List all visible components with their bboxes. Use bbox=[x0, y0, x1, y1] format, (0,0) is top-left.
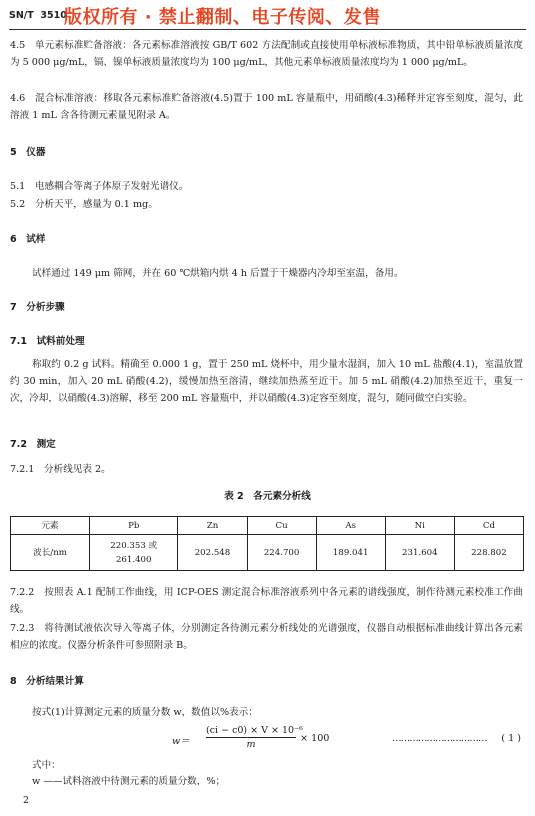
pb-wavelength-line1: 220.353 或 bbox=[110, 540, 158, 551]
section-5-heading: 5 仪器 bbox=[10, 147, 46, 158]
table-header-cell: Ni bbox=[385, 517, 454, 535]
table-cell: 224.700 bbox=[247, 535, 316, 571]
analysis-lines-table bbox=[10, 516, 524, 571]
table-cell: 228.802 bbox=[454, 535, 523, 571]
table-cell: 202.548 bbox=[178, 535, 247, 571]
para-5-2: 5.2 分析天平，感量为 0.1 mg。 bbox=[10, 199, 158, 210]
table-row-label: 波长/nm bbox=[11, 535, 90, 571]
section-7-heading: 7 分析步骤 bbox=[10, 302, 65, 313]
header-rule bbox=[9, 29, 526, 30]
formula-numerator: (ci − c0) × V × 10⁻⁶ bbox=[206, 725, 303, 736]
formula-leader-dots: …………………………… bbox=[392, 733, 487, 744]
table-header-cell: Zn bbox=[178, 517, 247, 535]
formula-1 bbox=[10, 725, 525, 757]
formula-denominator: m bbox=[246, 739, 256, 750]
pb-wavelength-line2: 261.400 bbox=[115, 554, 152, 565]
standard-code: SN/T 3510 bbox=[9, 10, 67, 21]
table-cell: 189.041 bbox=[316, 535, 385, 571]
para-4-5: 4.5 单元素标准贮备溶液：各元素标准溶液按 GB/T 602 方法配制或直接使用单标液标准物质，其中铅单标液质量浓度为 5 000 μg/mL，镉、镍单标液质量浓度均为 100 μg/mL，其他元素单标液质量浓度均为 1 000 μg/mL。 bbox=[10, 40, 523, 68]
para-4-6: 4.6 混合标准溶液：移取各元素标准贮备溶液(4.5)置于 100 mL 容量瓶中，用硝酸(4.3)稀释并定容至刻度，混匀，此溶液 1 mL 含各待测元素量见附录 A。 bbox=[10, 93, 523, 121]
section-8-heading: 8 分析结果计算 bbox=[10, 676, 84, 687]
formula-multiplier: × 100 bbox=[300, 733, 330, 744]
para-5-1: 5.1 电感耦合等离子体原子发射光谱仪。 bbox=[10, 181, 189, 192]
table-header-cell: Cu bbox=[247, 517, 316, 535]
table-header-row bbox=[11, 517, 524, 535]
page-number: 2 bbox=[23, 795, 30, 806]
table-header-cell: As bbox=[316, 517, 385, 535]
table-cell bbox=[90, 535, 178, 571]
section-6-heading: 6 试样 bbox=[10, 234, 46, 245]
formula-lhs: w＝ bbox=[172, 736, 190, 747]
para-7-2-3: 7.2.3 将待测试液依次导入等离子体，分别测定各待测元素分析线处的光谱强度，仪器自动根据标准曲线计算出各元素相应的浓度。仪器分析条件可参照附录 B。 bbox=[10, 623, 523, 651]
table-header-cell: Pb bbox=[90, 517, 178, 535]
table-row bbox=[11, 535, 524, 571]
para-7-2-2: 7.2.2 按照表 A.1 配制工作曲线，用 ICP-OES 测定混合标准溶液系列中各元素的谱线强度，制作待测元素校准工作曲线。 bbox=[10, 587, 523, 615]
para-6: 试样通过 149 μm 筛网，并在 60 ℃烘箱内烘 4 h 后置于干燥器内冷却至室温，备用。 bbox=[32, 268, 404, 279]
para-7-1: 称取约 0.2 g 试料。精确至 0.000 1 g，置于 250 mL 烧杯中，用少量水湿润，加入 10 mL 盐酸(4.1)，室温放置约 30 min，加入 20 mL 硝酸(4.2)，缓慢加热至溶清，继续加热蒸至近干。加 5 mL 硝酸(4.2)加热至近干，重复一次，冷却，以硝酸(4.3)溶解，移至 200 mL 容量瓶中，并以硝酸(4.3)定容至刻度，混匀，随同做空白实验。 bbox=[10, 359, 523, 404]
table-header-cell: Cd bbox=[454, 517, 523, 535]
section-7-2-heading: 7.2 测定 bbox=[10, 439, 56, 450]
section-7-1-heading: 7.1 试料前处理 bbox=[10, 336, 85, 347]
table-caption: 表 2 各元素分析线 bbox=[224, 491, 311, 502]
copyright-watermark: 版权所有 · 禁止翻制、电子传阅、发售 bbox=[64, 7, 381, 28]
para-7-2-1: 7.2.1 分析线见表 2。 bbox=[10, 464, 111, 475]
table-cell: 231.604 bbox=[385, 535, 454, 571]
formula-number: ( 1 ) bbox=[501, 733, 521, 744]
formula-fraction bbox=[206, 725, 303, 750]
where-label: 式中： bbox=[32, 760, 61, 771]
para-8: 按式(1)计算测定元素的质量分数 w，数值以%表示： bbox=[32, 707, 258, 718]
table-header-cell: 元素 bbox=[11, 517, 90, 535]
variable-w-definition: w ——试料溶液中待测元素的质量分数，%； bbox=[32, 776, 226, 787]
